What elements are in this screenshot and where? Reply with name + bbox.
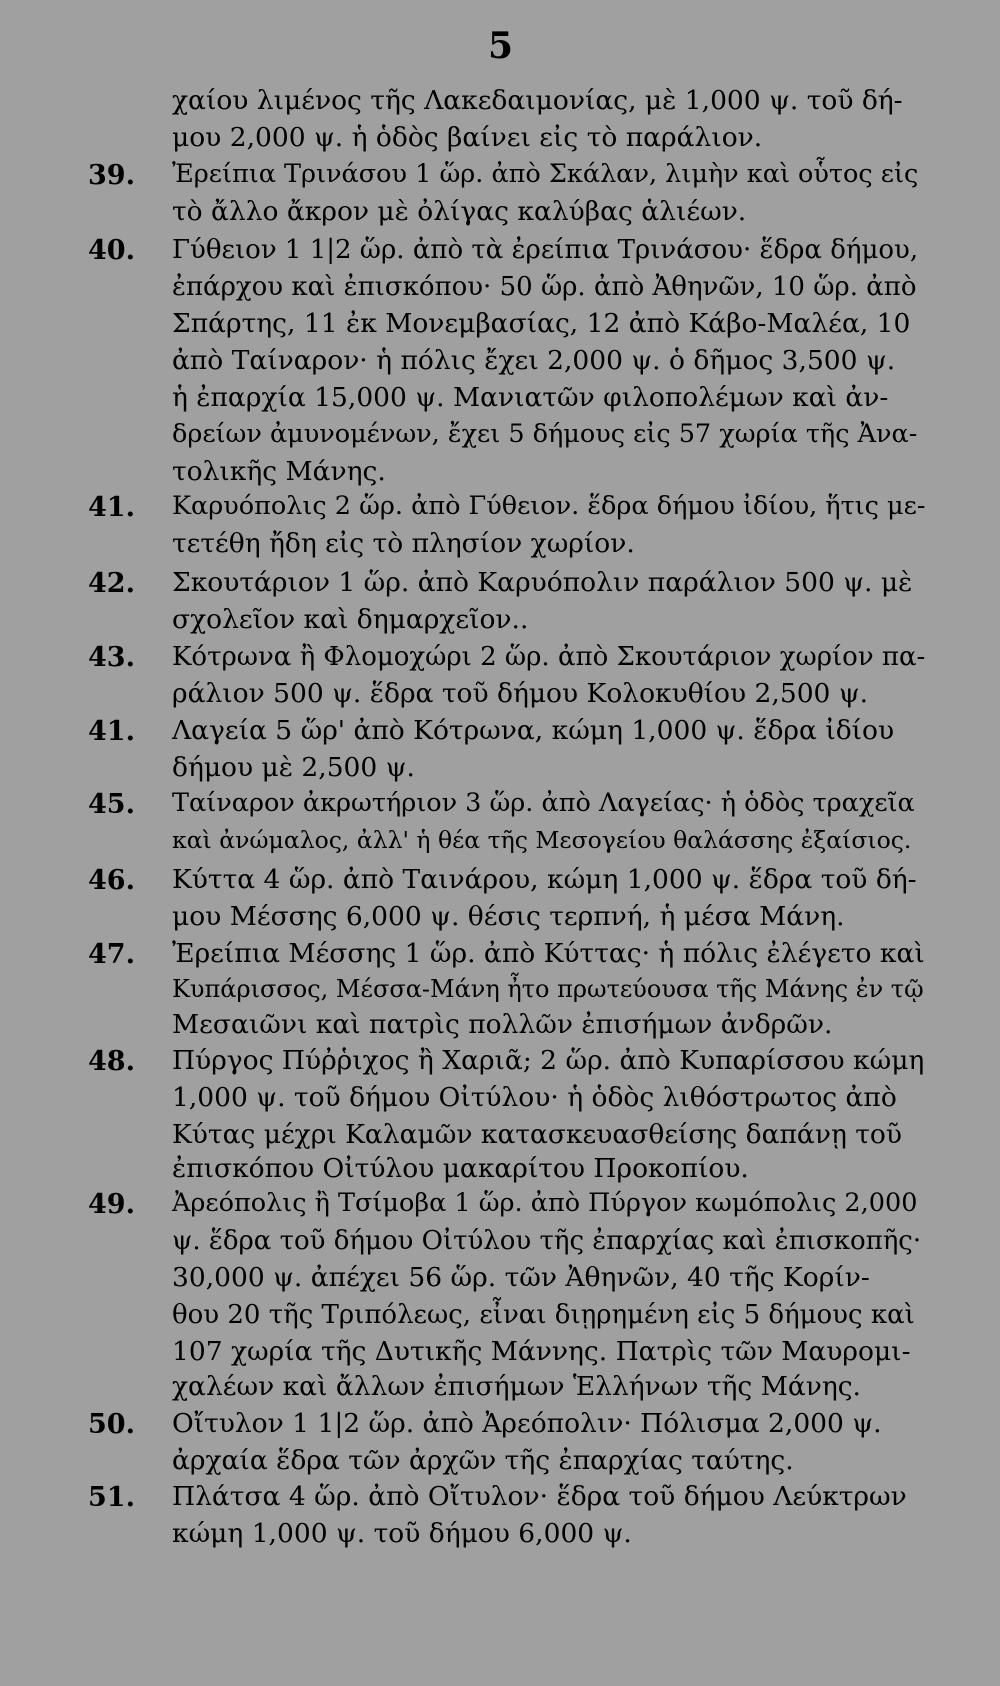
entry-number: 40. (88, 235, 135, 266)
entry-number: 49. (88, 1189, 135, 1220)
text-line: Μεσαιῶνι καὶ πατρὶς πολλῶν ἐπισήμων ἀνδρῶν. (172, 1009, 833, 1040)
text-line: τολικῆς Μάνης. (172, 456, 386, 487)
text-line: Ταίναρον ἀκρωτήριον 3 ὥρ. ἀπὸ Λαγείας· ἡ ὁδὸς τραχεῖα (172, 788, 915, 818)
text-line: χαλέων καὶ ἄλλων ἐπισήμων Ἑλλήνων τῆς Μάνης. (172, 1371, 861, 1402)
text-line: Καρυόπολις 2 ὥρ. ἀπὸ Γύθειον. ἕδρα δήμου ἰδίου, ἥτις με- (172, 491, 926, 521)
entry-number: 42. (88, 568, 135, 599)
text-line: Ἀρεόπολις ἢ Τσίμοβα 1 ὥρ. ἀπὸ Πύργον κωμόπολις 2,000 (172, 1188, 918, 1218)
entry-number: 43. (88, 642, 135, 673)
text-line: ἀρχαία ἕδρα τῶν ἀρχῶν τῆς ἐπαρχίας ταύτης. (172, 1445, 794, 1476)
text-line: Πύργος Πύῤῥιχος ἢ Χαριᾶ; 2 ὥρ. ἀπὸ Κυπαρίσσου κώμη (172, 1045, 925, 1076)
text-line: δήμου μὲ 2,500 ψ. (172, 752, 415, 783)
text-line: Γύθειον 1 1|2 ὥρ. ἀπὸ τὰ ἐρείπια Τρινάσου· ἕδρα δήμου, (172, 235, 919, 265)
text-line: Κυπάρισσος, Μέσσα-Μάνη ἦτο πρωτεύουσα τῆς Μάνης ἐν τῷ (172, 975, 924, 1003)
text-line: τετέθη ἤδη εἰς τὸ πλησίον χωρίον. (172, 528, 635, 559)
entry-number: 39. (88, 160, 135, 191)
text-line: ἐπάρχου καὶ ἐπισκόπου· 50 ὥρ. ἀπὸ Ἀθηνῶν, 10 ὥρ. ἀπὸ (172, 272, 917, 302)
text-line: Κότρωνα ἢ Φλομοχώρι 2 ὥρ. ἀπὸ Σκουτάριον χωρίον πα- (172, 642, 926, 672)
text-line: δρείων ἀμυνομένων, ἔχει 5 δήμους εἰς 57 χωρία τῆς Ἀνα- (172, 419, 918, 449)
text-line: ράλιον 500 ψ. ἕδρα τοῦ δήμου Κολοκυθίου 2,500 ψ. (172, 678, 869, 709)
entry-number: 46. (88, 865, 135, 896)
text-line: καὶ ἀνώμαλος, ἀλλ' ἡ θέα τῆς Μεσογείου θαλάσσης ἐξαίσιος. (172, 826, 912, 854)
text-line: Ἐρείπια Μέσσης 1 ὥρ. ἀπὸ Κύττας· ἡ πόλις ἐλέγετο καὶ (172, 938, 925, 969)
text-line: Σπάρτης, 11 ἐκ Μονεμβασίας, 12 ἀπὸ Κάβο-Μαλέα, 10 (172, 308, 911, 339)
text-line: 1,000 ψ. τοῦ δήμου Οἰτύλου· ἡ ὁδὸς λιθόστρωτος ἀπὸ (172, 1082, 897, 1113)
entry-number: 47. (88, 939, 135, 970)
text-line: Ἐρείπια Τρινάσου 1 ὥρ. ἀπὸ Σκάλαν, λιμὴν καὶ οὗτος εἰς (172, 159, 919, 189)
text-line: ἐπισκόπου Οἰτύλου μακαρίτου Προκοπίου. (172, 1153, 749, 1184)
entry-number: 41. (88, 716, 135, 747)
entry-number: 51. (88, 1482, 135, 1513)
text-line: ψ. ἕδρα τοῦ δήμου Οἰτύλου τῆς ἐπαρχίας καὶ ἐπισκοπῆς· (172, 1226, 922, 1256)
text-line: τὸ ἄλλο ἄκρον μὲ ὀλίγας καλύβας ἁλιέων. (172, 196, 747, 227)
text-line: χαίου λιμένος τῆς Λακεδαιμονίας, μὲ 1,000 ψ. τοῦ δή- (172, 85, 903, 116)
text-line: ἡ ἐπαρχία 15,000 ψ. Μανιατῶν φιλοπολέμων καὶ ἀν- (172, 382, 889, 413)
text-line: ἀπὸ Ταίναρον· ἡ πόλις ἔχει 2,000 ψ. ὁ δῆμος 3,500 ψ. (172, 345, 896, 376)
text-line: Κύττα 4 ὥρ. ἀπὸ Ταινάρου, κώμη 1,000 ψ. ἕδρα τοῦ δή- (172, 864, 917, 895)
text-line: κώμη 1,000 ψ. τοῦ δήμου 6,000 ψ. (172, 1518, 632, 1549)
text-line: μου 2,000 ψ. ἡ ὁδὸς βαίνει εἰς τὸ παράλιον. (172, 122, 763, 153)
text-line: μου Μέσσης 6,000 ψ. θέσις τερπνή, ἡ μέσα Μάνη. (172, 901, 845, 932)
text-line: 107 χωρία τῆς Δυτικῆς Μάννης. Πατρὶς τῶν Μαυρομι- (172, 1336, 911, 1367)
text-line: 30,000 ψ. ἀπέχει 56 ὥρ. τῶν Ἀθηνῶν, 40 τῆς Κορίν- (172, 1262, 870, 1293)
entry-number: 48. (88, 1046, 135, 1077)
text-line: Κύτας μέχρι Καλαμῶν κατασκευασθείσης δαπάνῃ τοῦ (172, 1119, 902, 1150)
text-line: Οἴτυλον 1 1|2 ὥρ. ἀπὸ Ἀρεόπολιν· Πόλισμα 2,000 ψ. (172, 1408, 882, 1439)
entry-number: 45. (88, 789, 135, 820)
entry-number: 50. (88, 1409, 135, 1440)
page-number: 5 (488, 25, 514, 67)
text-line: Σκουτάριον 1 ὥρ. ἀπὸ Καρυόπολιν παράλιον 500 ψ. μὲ (172, 567, 913, 598)
text-line: Λαγεία 5 ὥρ' ἀπὸ Κότρωνα, κώμη 1,000 ψ. ἕδρα ἰδίου (172, 715, 895, 746)
text-line: σχολεῖον καὶ δημαρχεῖον.. (172, 604, 529, 635)
text-line: Πλάτσα 4 ὥρ. ἀπὸ Οἴτυλον· ἕδρα τοῦ δήμου Λεύκτρων (172, 1481, 907, 1512)
entry-number: 41. (88, 492, 135, 523)
text-line: θου 20 τῆς Τριπόλεως, εἶναι διῃρημένη εἰς 5 δήμους καὶ (172, 1300, 915, 1330)
